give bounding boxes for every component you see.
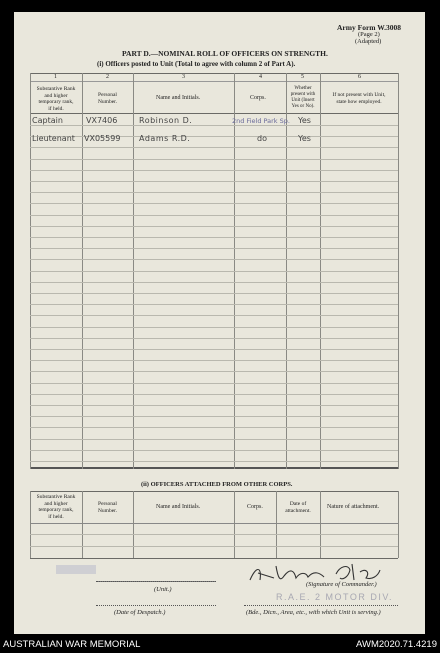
ruled-line	[30, 327, 398, 328]
commander-label: (Signature of Commander.)	[306, 581, 377, 588]
ruled-line	[30, 259, 398, 260]
ruled-line	[30, 427, 398, 428]
form-page	[14, 12, 425, 634]
col-number-1: 1	[54, 74, 57, 80]
ruled-line	[30, 405, 398, 406]
part-ii-heading: (ii) OFFICERS ATTACHED FROM OTHER CORPS.	[141, 481, 293, 488]
ruled-line	[30, 293, 398, 294]
ruled-line	[30, 360, 398, 361]
ruled-line	[30, 181, 398, 182]
ruled-line	[30, 383, 398, 384]
row-1-rank: Captain	[32, 116, 63, 125]
ruled-line	[30, 237, 398, 238]
row-2-name: Adams R.D.	[139, 134, 191, 143]
ruled-line	[30, 315, 398, 316]
ruled-line	[30, 215, 398, 216]
archive-footer	[0, 637, 440, 653]
footer-archive-name: AUSTRALIAN WAR MEMORIAL	[3, 639, 141, 650]
ruled-line	[30, 282, 398, 283]
bde-label: (Bde., Dicn., Area, etc., with which Unit is serving.)	[246, 609, 381, 616]
header-not-present: If not present with Unit, state how employed.	[332, 92, 386, 105]
ruled-line	[30, 170, 398, 171]
commander-signature	[244, 558, 384, 586]
col-number-3: 3	[182, 74, 185, 80]
ii-header-nature: Nature of attachment.	[327, 504, 380, 510]
ruled-line	[30, 349, 398, 350]
ii-header-rank: Substantive Rank and higher temporary rank, if held.	[36, 494, 76, 520]
ruled-line	[30, 304, 398, 305]
unit-label: (Unit.)	[154, 586, 172, 593]
formation-stamp: R.A.E. 2 MOTOR DIV.	[276, 592, 394, 602]
row-1-corps: 2nd Field Park Sp.	[232, 117, 290, 125]
col-number-2: 2	[106, 74, 109, 80]
ruled-line	[30, 159, 398, 160]
ruled-line	[30, 416, 398, 417]
row-1-present: Yes	[298, 116, 311, 125]
despatch-label: (Date of Despatch.)	[114, 609, 166, 616]
ruled-line	[30, 338, 398, 339]
ruled-line	[30, 192, 398, 193]
row-2-rank: Lieutenant	[32, 134, 75, 143]
row-2-number: VX05599	[84, 134, 121, 143]
ruled-line	[30, 147, 398, 148]
ruled-line	[30, 461, 398, 462]
ii-header-name: Name and Initials.	[156, 504, 201, 510]
ii-header-number: Personal Number.	[97, 501, 118, 514]
part-d-subheading: (i) Officers posted to Unit (Total to agree with column 2 of Part A).	[97, 60, 296, 68]
row-2-corps: do	[257, 134, 267, 143]
part-d-heading: PART D.—NOMINAL ROLL OF OFFICERS ON STRENGTH.	[122, 49, 328, 58]
row-1-name: Robinson D.	[139, 116, 193, 125]
row-2-present: Yes	[298, 134, 311, 143]
ruled-line	[30, 203, 398, 204]
ruled-line	[30, 450, 398, 451]
header-corps: Corps.	[250, 95, 266, 101]
ruled-line	[30, 248, 398, 249]
ruled-line	[30, 271, 398, 272]
ruled-line	[30, 394, 398, 395]
header-name: Name and Initials.	[156, 95, 201, 101]
header-number: Personal Number.	[97, 92, 118, 105]
col-number-6: 6	[358, 74, 361, 80]
header-rank: Substantive Rank and higher temporary rank, if held.	[36, 86, 76, 112]
col-number-4: 4	[259, 74, 262, 80]
ii-header-corps: Corps.	[247, 504, 263, 510]
header-present: Whether present with Unit (Insert Yes or No).	[290, 86, 316, 109]
faded-unit-stamp	[56, 565, 96, 574]
footer-accession-number: AWM2020.71.4219	[356, 639, 437, 650]
ruled-line	[30, 226, 398, 227]
form-page-number: (Page 2)	[358, 31, 380, 38]
ruled-line	[30, 439, 398, 440]
ruled-line	[30, 125, 398, 126]
ruled-line	[30, 371, 398, 372]
ii-header-date: Date of attachment.	[285, 501, 311, 514]
form-adapted: (Adapted)	[355, 38, 382, 45]
form-title: Army Form W.3008	[337, 23, 401, 32]
row-1-number: VX7406	[86, 116, 118, 125]
col-number-5: 5	[301, 74, 304, 80]
